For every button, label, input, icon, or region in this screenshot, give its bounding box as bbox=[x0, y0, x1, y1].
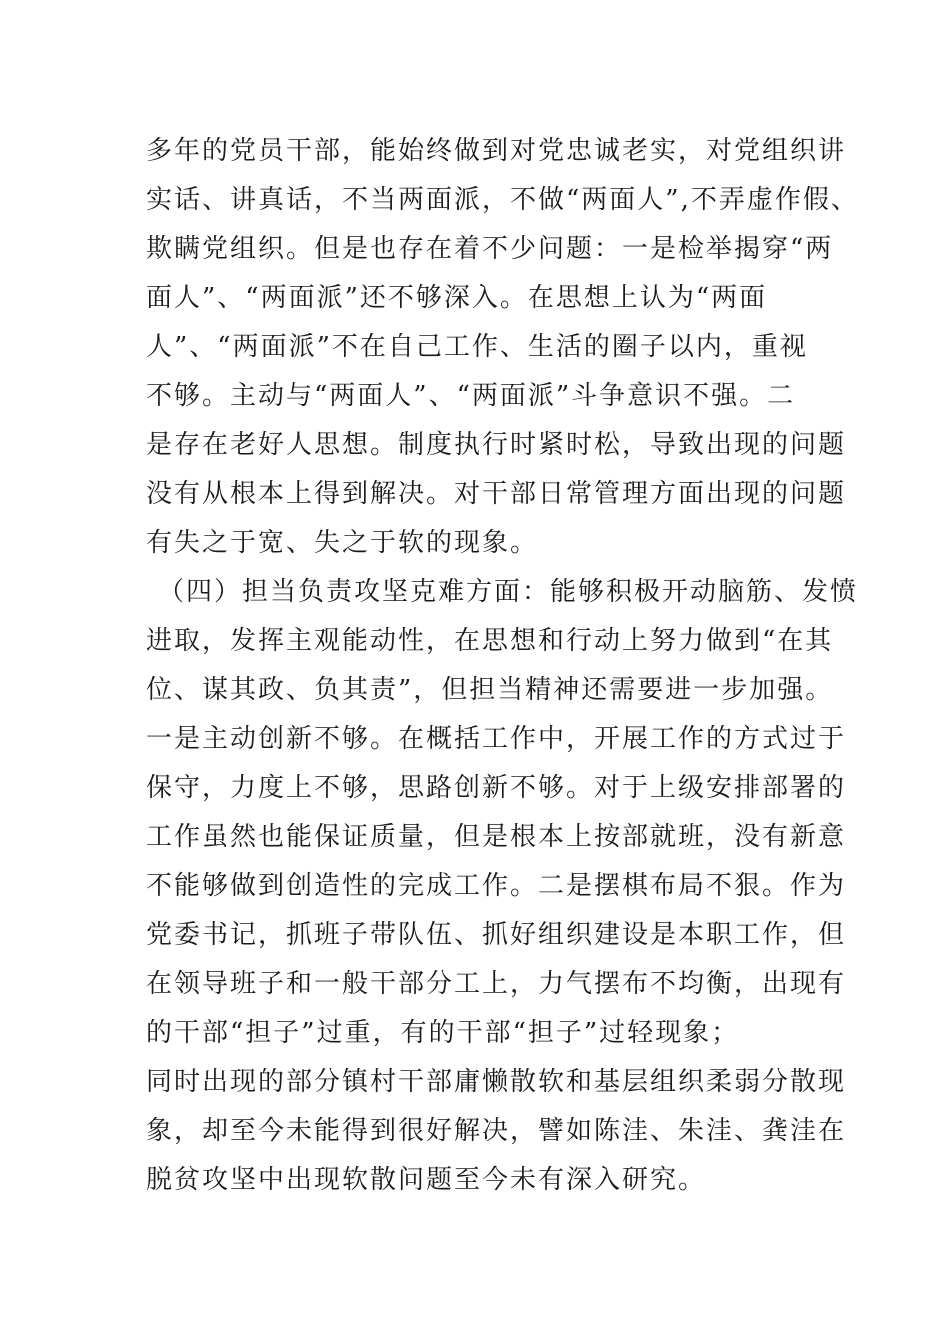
text-line: 人”、“两面派”不在自己工作、生活的圈子以内，重视 bbox=[146, 332, 808, 362]
text-line: 象，却至今未能得到很好解决，譬如陈洼、朱洼、龚洼在 bbox=[146, 1116, 847, 1146]
text-line: 进取，发挥主观能动性，在思想和行动上努力做到“在其 bbox=[146, 626, 834, 656]
text-line: 工作虽然也能保证质量，但是根本上按部就班，没有新意 bbox=[146, 822, 847, 852]
text-line: 没有从根本上得到解决。对干部日常管理方面出现的问题 bbox=[146, 479, 847, 509]
text-line: 位、谋其政、负其责”，但担当精神还需要进一步加强。 bbox=[146, 675, 834, 705]
text-line: 有失之于宽、失之于软的现象。 bbox=[146, 528, 539, 558]
text-line: 党委书记，抓班子带队伍、抓好组织建设是本职工作，但 bbox=[146, 920, 847, 950]
text-line: 保守，力度上不够，思路创新不够。对于上级安排部署的 bbox=[146, 773, 847, 803]
text-line: 不够。主动与“两面人”、“两面派”斗争意识不强。二 bbox=[146, 381, 796, 411]
body-text bbox=[146, 127, 859, 1205]
text-line: 的干部“担子”过重，有的干部“担子”过轻现象； bbox=[146, 1018, 740, 1048]
text-line: 欺瞒党组织。但是也存在着不少问题：一是检举揭穿“两 bbox=[146, 234, 834, 264]
text-line: 不能够做到创造性的完成工作。二是摆棋布局不狠。作为 bbox=[146, 871, 847, 901]
text-line: 面人”、“两面派”还不够深入。在思想上认为“两面 bbox=[146, 283, 768, 313]
text-line: 是存在老好人思想。制度执行时紧时松，导致出现的问题 bbox=[146, 430, 847, 460]
text-line: 实话、讲真话，不当两面派，不做“两面人”,不弄虚作假、 bbox=[146, 185, 859, 215]
text-line: 在领导班子和一般干部分工上，力气摆布不均衡，出现有 bbox=[146, 969, 847, 999]
text-line: 同时出现的部分镇村干部庸懒散软和基层组织柔弱分散现 bbox=[146, 1067, 847, 1097]
section-heading-line: （四）担当负责攻坚克难方面：能够积极开动脑筋、发愤 bbox=[158, 577, 859, 607]
text-line: 多年的党员干部，能始终做到对党忠诚老实，对党组织讲 bbox=[146, 136, 847, 166]
text-line: 脱贫攻坚中出现软散问题至今未有深入研究。 bbox=[146, 1165, 707, 1195]
text-line: 一是主动创新不够。在概括工作中，开展工作的方式过于 bbox=[146, 724, 847, 754]
